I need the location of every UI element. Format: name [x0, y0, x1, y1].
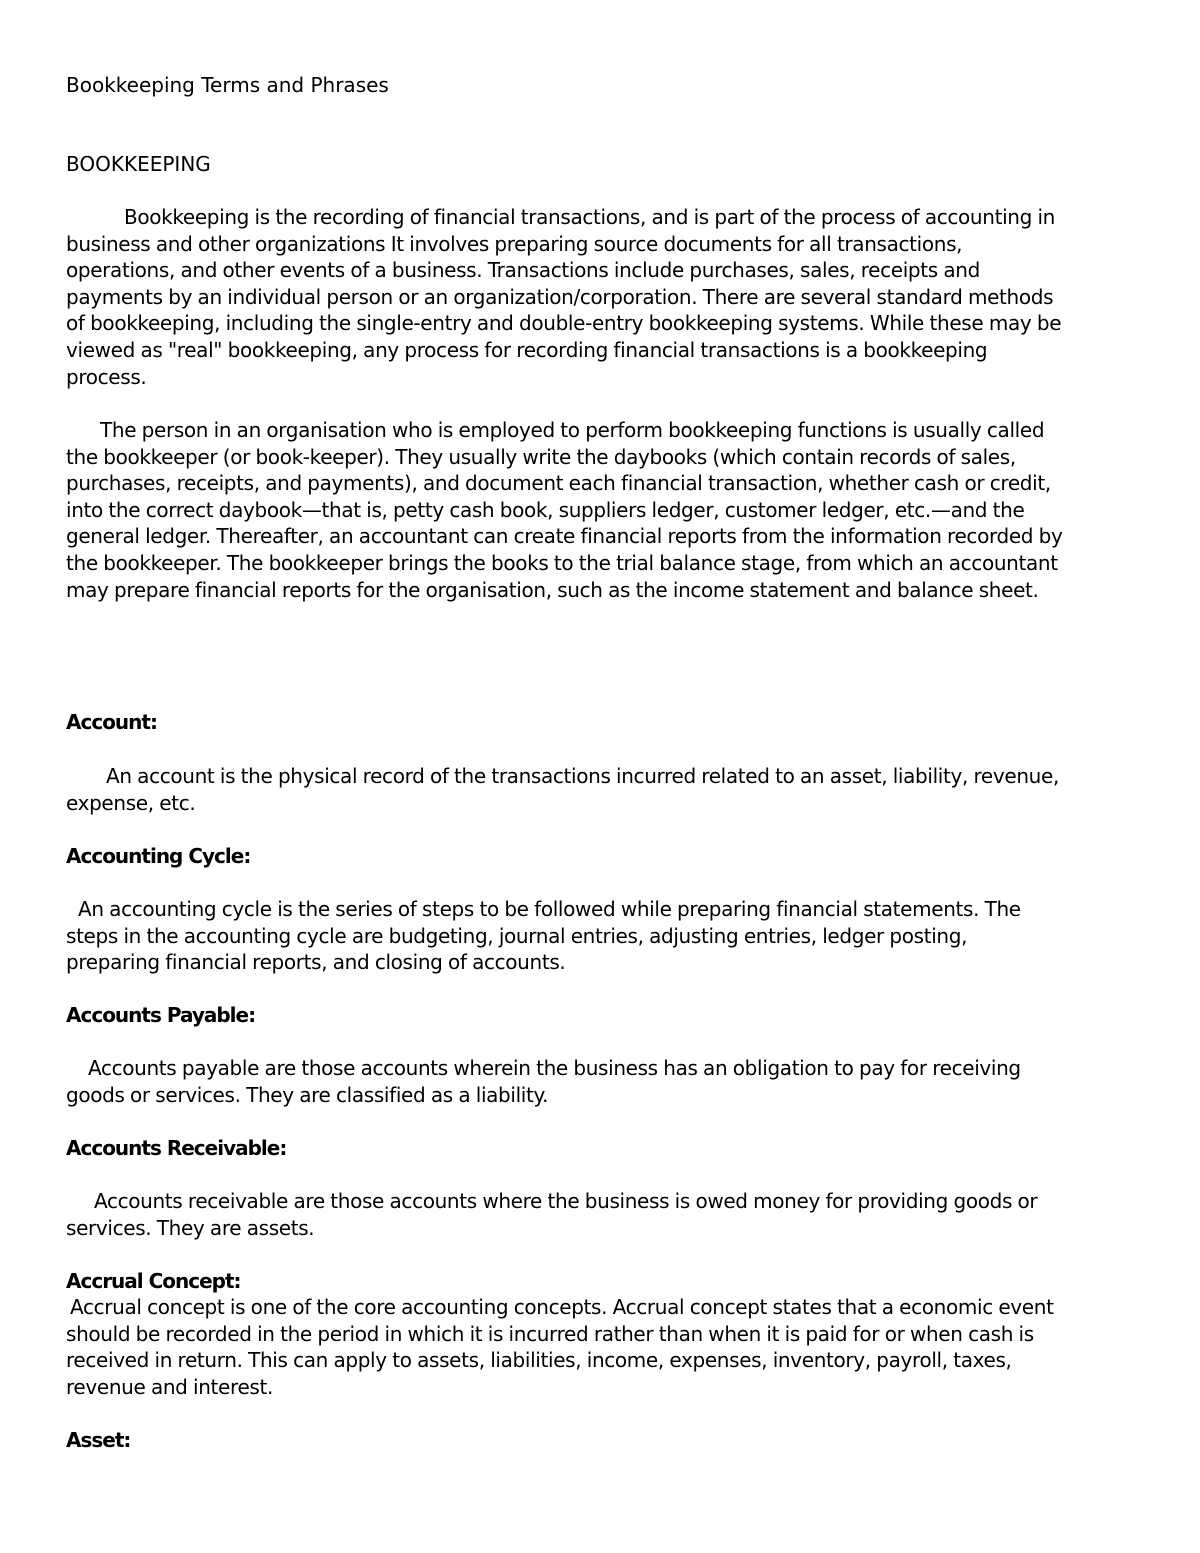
intro-paragraph: Bookkeeping is the recording of financial transactions, and is part of the process of accounting in business and other organizations It involves preparing source documents for all transactions, operations, and other events of a business. Transactions include purchases, sales, receipts and payments by an individual person or an organization/corporation. There are several standard methods of bookkeeping, including the single-entry and double-entry bookkeeping systems. While these may be viewed as "real" bookkeeping, any process for recording financial transactions is a bookkeeping process.	[66, 205, 1062, 389]
document-title: Bookkeeping Terms and Phrases	[66, 73, 389, 97]
term-definition-accounts-payable: Accounts payable are those accounts wherein the business has an obligation to pay for receiving goods or services. They are classified as a liability.	[66, 1056, 1021, 1107]
term-heading-accounts-receivable: Accounts Receivable:	[66, 1136, 287, 1160]
term-definition-accrual-concept: Accrual concept is one of the core accounting concepts. Accrual concept states that a economic event should be recorded in the period in which it is incurred rather than when it is paid for or when cash is received in return. This can apply to assets, liabilities, income, expenses, inventory, payroll, taxes, revenue and interest.	[66, 1295, 1054, 1399]
term-heading-asset: Asset:	[66, 1428, 131, 1452]
term-definition-accounts-receivable: Accounts receivable are those accounts where the business is owed money for providing goods or services. They are assets.	[66, 1189, 1038, 1240]
section-heading: BOOKKEEPING	[66, 152, 211, 176]
term-definition-account: An account is the physical record of the transactions incurred related to an asset, liability, revenue, expense, etc.	[66, 764, 1059, 815]
term-heading-accounting-cycle: Accounting Cycle:	[66, 844, 251, 868]
term-definition-accounting-cycle: An accounting cycle is the series of steps to be followed while preparing financial statements. The steps in the accounting cycle are budgeting, journal entries, adjusting entries, ledger posting, preparing financial reports, and closing of accounts.	[66, 897, 1021, 975]
term-heading-account: Account:	[66, 710, 157, 734]
term-heading-accrual-concept: Accrual Concept:	[66, 1269, 241, 1293]
intro-paragraph: The person in an organisation who is employed to perform bookkeeping functions is usually called the bookkeeper (or book-keeper). They usually write the daybooks (which contain records of sales, purchases, receipts, and payments), and document each financial transaction, whether cash or credit, into the correct daybook—that is, petty cash book, suppliers ledger, customer ledger, etc.—and the general ledger. Thereafter, an accountant can create financial reports from the information recorded by the bookkeeper. The bookkeeper brings the books to the trial balance stage, from which an accountant may prepare financial reports for the organisation, such as the income statement and balance sheet.	[66, 418, 1063, 602]
term-heading-accounts-payable: Accounts Payable:	[66, 1003, 256, 1027]
